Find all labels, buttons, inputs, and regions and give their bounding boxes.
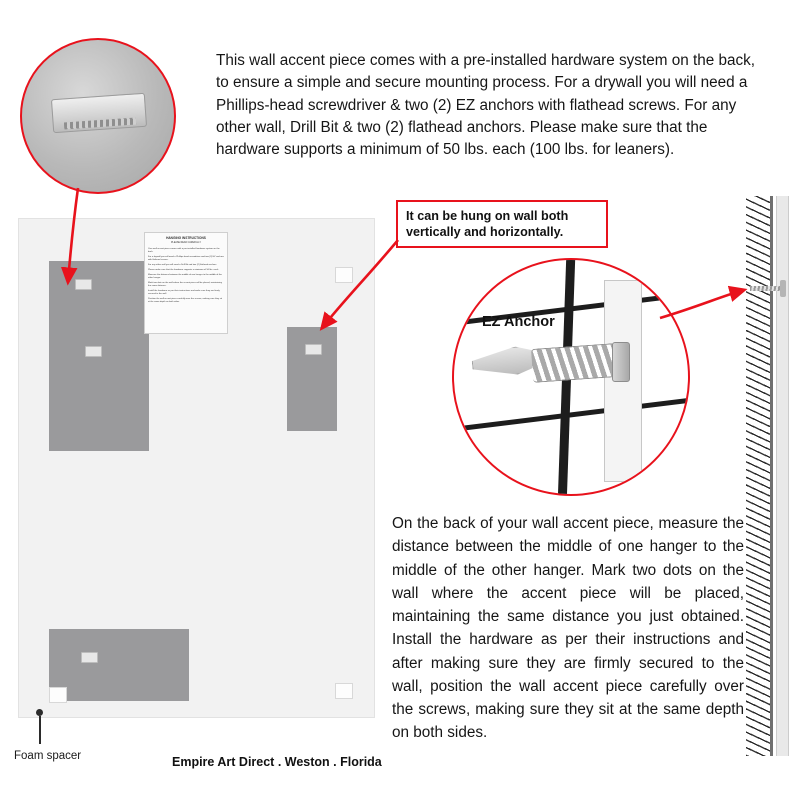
- ez-anchor-tip-icon: [471, 345, 536, 379]
- hanger-hardware: [81, 652, 98, 663]
- label-subtitle: PLEASE READ CAREFULLY: [171, 242, 201, 245]
- foam-spacer: [335, 683, 353, 699]
- wall-line: [452, 396, 690, 433]
- label-title: HANGING INSTRUCTIONS: [166, 236, 206, 240]
- label-line: For any other wall you will need a Drill Bit and two (2) flathead anchors.: [148, 264, 217, 267]
- label-line: For a drywall you will need a Phillips-head screwdriver and two (2) EZ anchors with flathead screws.: [148, 256, 224, 262]
- label-note: Your wall accent piece comes with a pre-installed hardware system on the back.: [148, 248, 220, 254]
- screw-head-icon: [612, 342, 630, 382]
- screw-thread-icon: [531, 343, 617, 383]
- foam-spacer-caption: Foam spacer: [14, 750, 82, 762]
- label-line: Mark two dots on the wall where the accent piece will be placed, maintaining the same distance.: [148, 282, 222, 287]
- label-line: Measure the distance between the middle of one hanger to the middle of the other hanger.: [148, 274, 222, 280]
- label-line: Install the hardware as per their instructions and make sure they are firmly secured to the wall.: [148, 289, 220, 295]
- hanger-hardware: [85, 346, 102, 357]
- ez-anchor-magnifier-circle: [452, 258, 690, 496]
- printed-instruction-label: [144, 232, 228, 334]
- art-panel: [287, 327, 337, 431]
- label-body: [148, 248, 224, 304]
- installed-screw-icon: [750, 280, 792, 296]
- hanger-hardware: [305, 344, 322, 355]
- foam-spacer-marker-dot: [36, 709, 43, 716]
- foam-spacer: [49, 687, 67, 703]
- foam-spacer-leader-line: [39, 716, 41, 744]
- screw-head: [780, 280, 786, 297]
- intro-paragraph: This wall accent piece comes with a pre-installed hardware system on the back, to ensure a simple and secure mounting process. For a drywall you will need a Phillips-head screwdriver & two (2) EZ anchors with flathead screws. For any other wall, Drill Bit & two (2) flathead anchors. Please make sure that the hardware supports a minimum of 50 lbs. each (100 lbs. for leaners).: [216, 52, 756, 159]
- label-line: Position the wall accent piece carefully over the screws, making sure they sit at the same depth on both sides.: [148, 297, 223, 303]
- hanger-magnifier-circle: [20, 38, 176, 194]
- brand-caption: Empire Art Direct . Weston . Florida: [172, 755, 382, 769]
- hanger-hardware: [75, 279, 92, 290]
- orientation-callout-box: It can be hung on wall both vertically and horizontally.: [396, 200, 608, 248]
- mounting-instructions-paragraph: On the back of your wall accent piece, measure the distance between the middle of one hanger to the middle of the other hanger. Mark two dots on the wall where the accent piece will be placed, maintaining the same distance you just obtained. Install the hardware as per their instructions and after making sure they are firmly secured to the wall, position the wall accent piece carefully over the screws, making sure they sit at the same depth on both sides.: [392, 515, 744, 742]
- art-panel: [49, 321, 149, 451]
- screw-shank: [750, 286, 784, 291]
- label-line: Please make sure that the hardware supports a minimum of 50 lbs. each.: [148, 269, 219, 272]
- ez-anchor-label: EZ Anchor: [482, 314, 555, 330]
- art-panel: [49, 629, 189, 701]
- foam-spacer: [335, 267, 353, 283]
